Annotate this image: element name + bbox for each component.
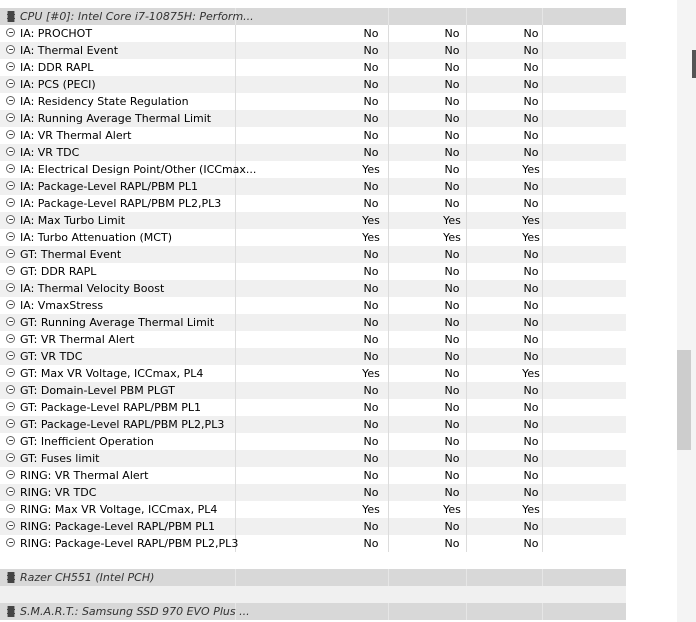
- sensor-clock-icon: [6, 487, 15, 496]
- minimum-value: No: [444, 282, 460, 295]
- column-divider: [466, 603, 467, 620]
- column-divider: [235, 93, 236, 110]
- column-divider: [235, 433, 236, 450]
- sensor-clock-icon: [6, 113, 15, 122]
- sensor-label: IA: Package-Level RAPL/PBM PL2,PL3: [20, 197, 222, 210]
- sensor-clock-icon: [6, 96, 15, 105]
- sensor-label: IA: Running Average Thermal Limit: [20, 112, 212, 125]
- sensor-row[interactable]: [0, 484, 626, 501]
- column-divider: [235, 42, 236, 59]
- section-header-cpu[interactable]: [0, 8, 626, 25]
- sensor-label: IA: VR TDC: [20, 146, 80, 159]
- maximum-value: No: [523, 265, 539, 278]
- current-value: No: [363, 27, 379, 40]
- current-value: No: [363, 418, 379, 431]
- minimum-value: No: [444, 180, 460, 193]
- column-divider: [388, 8, 389, 25]
- sensor-label: IA: VmaxStress: [20, 299, 104, 312]
- sensor-rows: [0, 25, 626, 552]
- sensor-label: RING: VR TDC: [20, 486, 97, 499]
- minimum-value: No: [444, 367, 460, 380]
- column-divider: [235, 501, 236, 518]
- current-value: No: [363, 248, 379, 261]
- maximum-value: No: [523, 112, 539, 125]
- sensor-label: IA: Thermal Event: [20, 44, 119, 57]
- current-value: No: [363, 44, 379, 57]
- sensor-clock-icon: [6, 334, 15, 343]
- current-value: No: [363, 401, 379, 414]
- maximum-value: No: [523, 61, 539, 74]
- minimum-value: No: [444, 520, 460, 533]
- sensor-label: IA: DDR RAPL: [20, 61, 94, 74]
- maximum-value: No: [523, 401, 539, 414]
- sensor-clock-icon: [6, 215, 15, 224]
- sensor-clock-icon: [6, 266, 15, 275]
- section-title: S.M.A.R.T.: Samsung SSD 970 EVO Plus ...: [20, 605, 250, 618]
- column-divider: [235, 178, 236, 195]
- maximum-value: No: [523, 316, 539, 329]
- maximum-value: No: [523, 299, 539, 312]
- current-value: No: [363, 350, 379, 363]
- sensor-row[interactable]: [0, 399, 626, 416]
- blank-row: [0, 586, 626, 603]
- sensor-label: IA: Turbo Attenuation (MCT): [20, 231, 172, 244]
- maximum-value: No: [523, 282, 539, 295]
- drive-chip-icon: [7, 606, 15, 617]
- sensor-label: RING: Max VR Voltage, ICCmax, PL4: [20, 503, 218, 516]
- sensor-label: GT: VR Thermal Alert: [20, 333, 135, 346]
- sensor-clock-icon: [6, 351, 15, 360]
- current-value: No: [363, 112, 379, 125]
- column-divider: [235, 314, 236, 331]
- current-value: No: [363, 299, 379, 312]
- sensor-clock-icon: [6, 130, 15, 139]
- minimum-value: Yes: [443, 231, 461, 244]
- sensor-row[interactable]: [0, 280, 626, 297]
- sensor-label: IA: PCS (PECI): [20, 78, 96, 91]
- maximum-value: No: [523, 537, 539, 550]
- sensor-label: GT: Package-Level RAPL/PBM PL1: [20, 401, 202, 414]
- maximum-value: No: [523, 95, 539, 108]
- column-divider: [235, 518, 236, 535]
- maximum-value: Yes: [522, 503, 540, 516]
- column-divider: [235, 569, 236, 586]
- sensor-label: RING: VR Thermal Alert: [20, 469, 149, 482]
- minimum-value: No: [444, 435, 460, 448]
- column-divider: [235, 144, 236, 161]
- minimum-value: No: [444, 44, 460, 57]
- current-value: No: [363, 282, 379, 295]
- scrollbar-thumb[interactable]: [677, 350, 691, 450]
- sensor-clock-icon: [6, 538, 15, 547]
- minimum-value: No: [444, 401, 460, 414]
- sensor-row[interactable]: [0, 127, 626, 144]
- column-divider: [235, 399, 236, 416]
- column-divider: [235, 467, 236, 484]
- sensor-clock-icon: [6, 504, 15, 513]
- maximum-value: No: [523, 197, 539, 210]
- sensor-clock-icon: [6, 28, 15, 37]
- column-divider: [466, 569, 467, 586]
- section-title: Razer CH551 (Intel PCH): [20, 571, 155, 584]
- sensor-row[interactable]: [0, 195, 626, 212]
- sensor-label: GT: VR TDC: [20, 350, 83, 363]
- column-divider: [235, 416, 236, 433]
- sensor-clock-icon: [6, 283, 15, 292]
- minimum-value: No: [444, 129, 460, 142]
- section-header-pch[interactable]: [0, 569, 626, 586]
- sensor-row[interactable]: [0, 144, 626, 161]
- window-edge: [692, 50, 696, 78]
- sensor-row[interactable]: [0, 348, 626, 365]
- sensor-row[interactable]: [0, 161, 626, 178]
- minimum-value: Yes: [443, 214, 461, 227]
- sensor-label: RING: Package-Level RAPL/PBM PL1: [20, 520, 216, 533]
- sensor-label: GT: Domain-Level PBM PLGT: [20, 384, 175, 397]
- cpu-chip-icon: [7, 11, 15, 22]
- sensor-row[interactable]: [0, 178, 626, 195]
- sensor-row[interactable]: [0, 416, 626, 433]
- sensor-label: IA: VR Thermal Alert: [20, 129, 132, 142]
- sensor-row[interactable]: [0, 246, 626, 263]
- sensor-clock-icon: [6, 79, 15, 88]
- sensor-clock-icon: [6, 62, 15, 71]
- current-value: Yes: [362, 214, 380, 227]
- sensor-clock-icon: [6, 470, 15, 479]
- maximum-value: No: [523, 452, 539, 465]
- minimum-value: No: [444, 418, 460, 431]
- sensor-clock-icon: [6, 181, 15, 190]
- sensor-label: GT: Thermal Event: [20, 248, 122, 261]
- minimum-value: No: [444, 537, 460, 550]
- minimum-value: No: [444, 265, 460, 278]
- column-divider: [235, 59, 236, 76]
- maximum-value: No: [523, 333, 539, 346]
- sensor-row[interactable]: [0, 263, 626, 280]
- sensor-clock-icon: [6, 147, 15, 156]
- column-divider: [388, 569, 389, 586]
- sensor-label: GT: Fuses limit: [20, 452, 100, 465]
- column-divider: [235, 297, 236, 314]
- maximum-value: No: [523, 146, 539, 159]
- maximum-value: No: [523, 248, 539, 261]
- minimum-value: No: [444, 384, 460, 397]
- sensor-row[interactable]: [0, 433, 626, 450]
- sensor-row[interactable]: [0, 518, 626, 535]
- current-value: No: [363, 316, 379, 329]
- maximum-value: Yes: [522, 231, 540, 244]
- minimum-value: No: [444, 333, 460, 346]
- sensor-clock-icon: [6, 453, 15, 462]
- minimum-value: No: [444, 197, 460, 210]
- current-value: No: [363, 265, 379, 278]
- column-divider: [388, 603, 389, 620]
- current-value: No: [363, 486, 379, 499]
- sensor-row[interactable]: [0, 450, 626, 467]
- sensor-clock-icon: [6, 198, 15, 207]
- column-divider: [235, 195, 236, 212]
- sensor-row[interactable]: [0, 331, 626, 348]
- sensor-row[interactable]: [0, 297, 626, 314]
- sensor-clock-icon: [6, 232, 15, 241]
- current-value: No: [363, 520, 379, 533]
- sensor-label: GT: Inefficient Operation: [20, 435, 154, 448]
- maximum-value: No: [523, 129, 539, 142]
- minimum-value: No: [444, 27, 460, 40]
- column-divider: [235, 348, 236, 365]
- minimum-value: No: [444, 350, 460, 363]
- section-header-smart[interactable]: [0, 603, 626, 620]
- maximum-value: No: [523, 469, 539, 482]
- sensor-clock-icon: [6, 402, 15, 411]
- section-title: CPU [#0]: Intel Core i7-10875H: Perform...: [20, 10, 254, 23]
- column-divider: [235, 212, 236, 229]
- sensor-clock-icon: [6, 45, 15, 54]
- sensor-label: IA: Max Turbo Limit: [20, 214, 126, 227]
- sensor-label: GT: Max VR Voltage, ICCmax, PL4: [20, 367, 204, 380]
- maximum-value: No: [523, 520, 539, 533]
- column-divider: [235, 127, 236, 144]
- maximum-value: No: [523, 44, 539, 57]
- maximum-value: No: [523, 78, 539, 91]
- maximum-value: No: [523, 418, 539, 431]
- current-value: No: [363, 469, 379, 482]
- column-divider: [466, 8, 467, 25]
- sensor-row[interactable]: [0, 59, 626, 76]
- sensor-label: IA: PROCHOT: [20, 27, 93, 40]
- sensor-label: GT: Package-Level RAPL/PBM PL2,PL3: [20, 418, 225, 431]
- current-value: No: [363, 435, 379, 448]
- sensor-label: RING: Package-Level RAPL/PBM PL2,PL3: [20, 537, 239, 550]
- minimum-value: No: [444, 469, 460, 482]
- current-value: No: [363, 129, 379, 142]
- current-value: Yes: [362, 503, 380, 516]
- current-value: Yes: [362, 231, 380, 244]
- current-value: No: [363, 452, 379, 465]
- current-value: No: [363, 180, 379, 193]
- current-value: No: [363, 537, 379, 550]
- column-divider: [542, 8, 543, 25]
- chip-icon: [7, 572, 15, 583]
- current-value: No: [363, 197, 379, 210]
- minimum-value: No: [444, 452, 460, 465]
- sensor-row[interactable]: [0, 42, 626, 59]
- sensor-label: IA: Residency State Regulation: [20, 95, 189, 108]
- sensor-label: IA: Electrical Design Point/Other (ICCmax...: [20, 163, 257, 176]
- column-divider: [235, 246, 236, 263]
- sensor-row[interactable]: [0, 229, 626, 246]
- column-divider: [235, 365, 236, 382]
- sensor-row[interactable]: [0, 110, 626, 127]
- sensor-row[interactable]: [0, 76, 626, 93]
- current-value: No: [363, 78, 379, 91]
- sensor-clock-icon: [6, 385, 15, 394]
- column-divider: [235, 280, 236, 297]
- minimum-value: No: [444, 146, 460, 159]
- minimum-value: No: [444, 112, 460, 125]
- sensor-clock-icon: [6, 521, 15, 530]
- sensor-label: IA: Thermal Velocity Boost: [20, 282, 165, 295]
- minimum-value: No: [444, 95, 460, 108]
- maximum-value: No: [523, 486, 539, 499]
- sensor-row[interactable]: [0, 212, 626, 229]
- minimum-value: No: [444, 163, 460, 176]
- column-divider: [235, 382, 236, 399]
- maximum-value: No: [523, 435, 539, 448]
- sensor-clock-icon: [6, 317, 15, 326]
- column-divider: [235, 450, 236, 467]
- sensor-row[interactable]: [0, 501, 626, 518]
- sensor-row[interactable]: [0, 25, 626, 42]
- sensor-label: GT: Running Average Thermal Limit: [20, 316, 215, 329]
- current-value: Yes: [362, 163, 380, 176]
- column-divider: [235, 263, 236, 280]
- current-value: No: [363, 95, 379, 108]
- maximum-value: No: [523, 350, 539, 363]
- minimum-value: No: [444, 316, 460, 329]
- column-divider: [235, 484, 236, 501]
- maximum-value: No: [523, 384, 539, 397]
- sensor-clock-icon: [6, 368, 15, 377]
- column-divider: [542, 569, 543, 586]
- sensor-row[interactable]: [0, 365, 626, 382]
- current-value: No: [363, 61, 379, 74]
- sensor-row[interactable]: [0, 382, 626, 399]
- vertical-scrollbar[interactable]: [677, 0, 696, 622]
- maximum-value: Yes: [522, 367, 540, 380]
- column-divider: [235, 110, 236, 127]
- sensor-clock-icon: [6, 300, 15, 309]
- sensor-label: IA: Package-Level RAPL/PBM PL1: [20, 180, 198, 193]
- column-divider: [235, 76, 236, 93]
- column-divider: [235, 331, 236, 348]
- maximum-value: No: [523, 180, 539, 193]
- current-value: No: [363, 333, 379, 346]
- sensor-row[interactable]: [0, 93, 626, 110]
- minimum-value: No: [444, 299, 460, 312]
- column-divider: [542, 603, 543, 620]
- maximum-value: Yes: [522, 214, 540, 227]
- sensor-clock-icon: [6, 419, 15, 428]
- sensor-row[interactable]: [0, 467, 626, 484]
- blank-row: [0, 552, 626, 569]
- minimum-value: No: [444, 61, 460, 74]
- minimum-value: No: [444, 248, 460, 261]
- minimum-value: Yes: [443, 503, 461, 516]
- sensor-clock-icon: [6, 164, 15, 173]
- minimum-value: No: [444, 78, 460, 91]
- sensor-table: [0, 8, 626, 620]
- sensor-clock-icon: [6, 249, 15, 258]
- sensor-row[interactable]: [0, 314, 626, 331]
- minimum-value: No: [444, 486, 460, 499]
- current-value: No: [363, 384, 379, 397]
- sensor-label: GT: DDR RAPL: [20, 265, 97, 278]
- sensor-row[interactable]: [0, 535, 626, 552]
- sensor-clock-icon: [6, 436, 15, 445]
- maximum-value: Yes: [522, 163, 540, 176]
- column-divider: [235, 229, 236, 246]
- column-divider: [235, 25, 236, 42]
- current-value: No: [363, 146, 379, 159]
- current-value: Yes: [362, 367, 380, 380]
- maximum-value: No: [523, 27, 539, 40]
